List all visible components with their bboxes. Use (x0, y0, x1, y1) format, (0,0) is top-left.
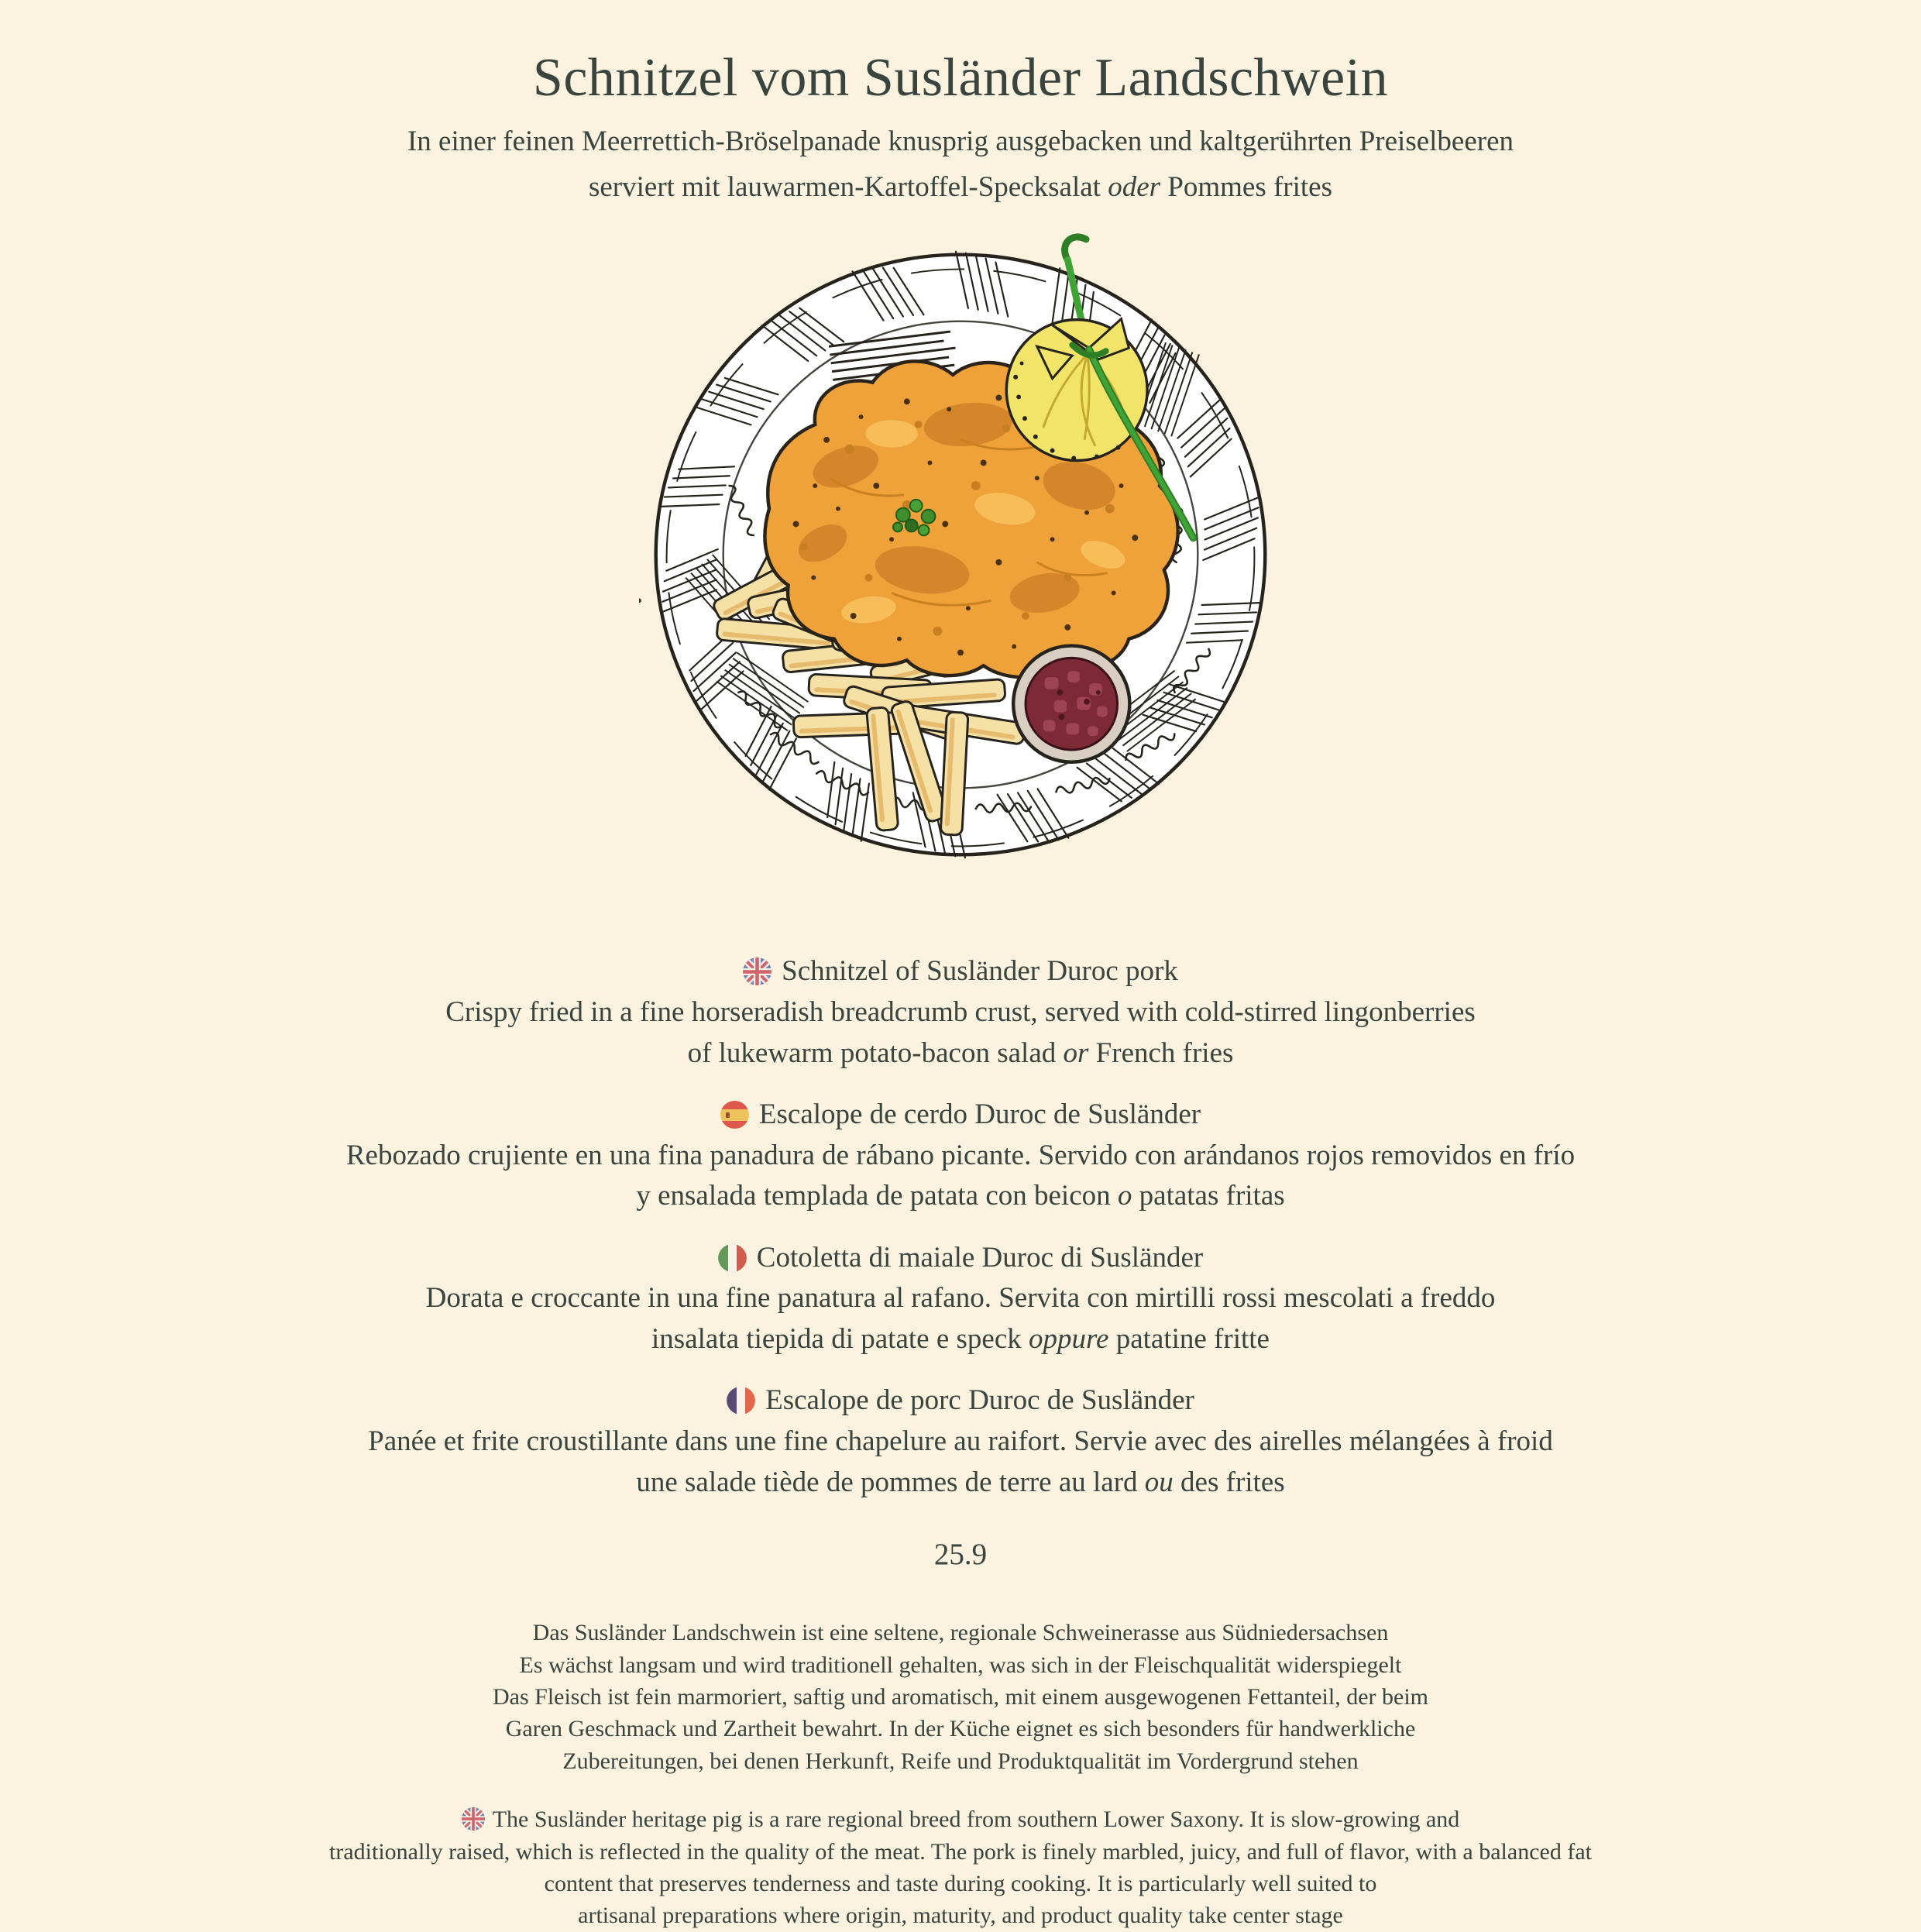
translation-it (0, 1237, 1921, 1360)
footnotes-section (0, 1617, 1921, 1932)
subtitle-line-2: serviert mit lauwarmen-Kartoffel-Specksalat oder Pommes frites (588, 171, 1332, 204)
translation-en (0, 951, 1921, 1074)
dish-illustration (639, 233, 1282, 876)
spain-flag-icon (720, 1100, 749, 1129)
translation-es-line1: Rebozado crujiente en una fina panadura de rábano picante. Servido con arándanos rojos removidos en frío (345, 1139, 1576, 1171)
translation-it-heading: Cotoletta di maiale Duroc di Susländer (0, 1237, 1921, 1279)
translation-es (0, 1094, 1921, 1217)
translation-fr (0, 1380, 1921, 1503)
translation-en-line2: of lukewarm potato-bacon salad or French fries (687, 1036, 1234, 1069)
footnote-german: Das Susländer Landschwein ist eine seltene, regionale Schweinerasse aus Südniedersachsen Es wächst langsam und wird traditionell gehalten, was sich in der Fleischqualität widerspiegelt Das Fleisch ist fein marmoriert, saftig und aromatisch, mit einem ausgewogenen Fettanteil, der beim Garen Geschmack und Zartheit bewahrt. In der Küche eignet es sich besonders für handwerkliche Zubereitungen, bei denen Herkunft, Reife und Produktqualität im Vordergrund stehen (492, 1620, 1428, 1774)
footnote-english-line1: The Susländer heritage pig is a rare regional breed from southern Lower Saxony. It is slow-growing and (0, 1803, 1921, 1835)
price: 25.9 (933, 1538, 988, 1572)
translation-en-heading: Schnitzel of Susländer Duroc pork (0, 951, 1921, 992)
translation-it-line2: insalata tiepida di patate e speck oppure patatine fritte (651, 1322, 1270, 1355)
translation-it-line1: Dorata e croccante in una fine panatura al rafano. Servita con mirtilli rossi mescolati a freddo (425, 1282, 1496, 1315)
translation-en-line1: Crispy fried in a fine horseradish breadcrumb crust, served with cold-stirred lingonberries (445, 996, 1476, 1029)
translation-es-heading: Escalope de cerdo Duroc de Susländer (0, 1094, 1921, 1136)
footnote-english: The Susländer heritage pig is a rare regional breed from southern Lower Saxony. It is slow-growing and traditionally raised, which is reflected in the quality of the meat. The pork is finely marbled, juicy, and full of flavor, with a balanced fat content that preserves tenderness and taste during cooking. It is particularly well suited to artisanal preparations where origin, maturity, and product quality take center stage (0, 1803, 1921, 1932)
translations-section (0, 951, 1921, 1503)
translation-fr-line2: une salade tiède de pommes de terre au lard ou des frites (636, 1466, 1285, 1498)
france-flag-icon (727, 1386, 755, 1415)
menu-subtitle (0, 119, 1921, 210)
lingonberry-cup (1013, 646, 1129, 762)
translation-es-line2: y ensalada templada de patata con beicon o patatas fritas (636, 1180, 1285, 1212)
uk-flag-icon-small (462, 1807, 485, 1831)
translation-fr-heading: Escalope de porc Duroc de Susländer (0, 1380, 1921, 1421)
italy-flag-icon (718, 1243, 747, 1272)
uk-flag-icon (743, 957, 771, 985)
page-title: Schnitzel vom Susländer Landschwein (532, 48, 1389, 108)
subtitle-line-1: In einer feinen Meerrettich-Bröselpanade knusprig ausgebacken und kaltgerührten Preiselbeeren (407, 125, 1514, 157)
translation-fr-line1: Panée et frite croustillante dans une fine chapelure au raifort. Servie avec des airelles mélangées à froid (368, 1425, 1553, 1458)
plate-illustration-svg (639, 233, 1282, 876)
